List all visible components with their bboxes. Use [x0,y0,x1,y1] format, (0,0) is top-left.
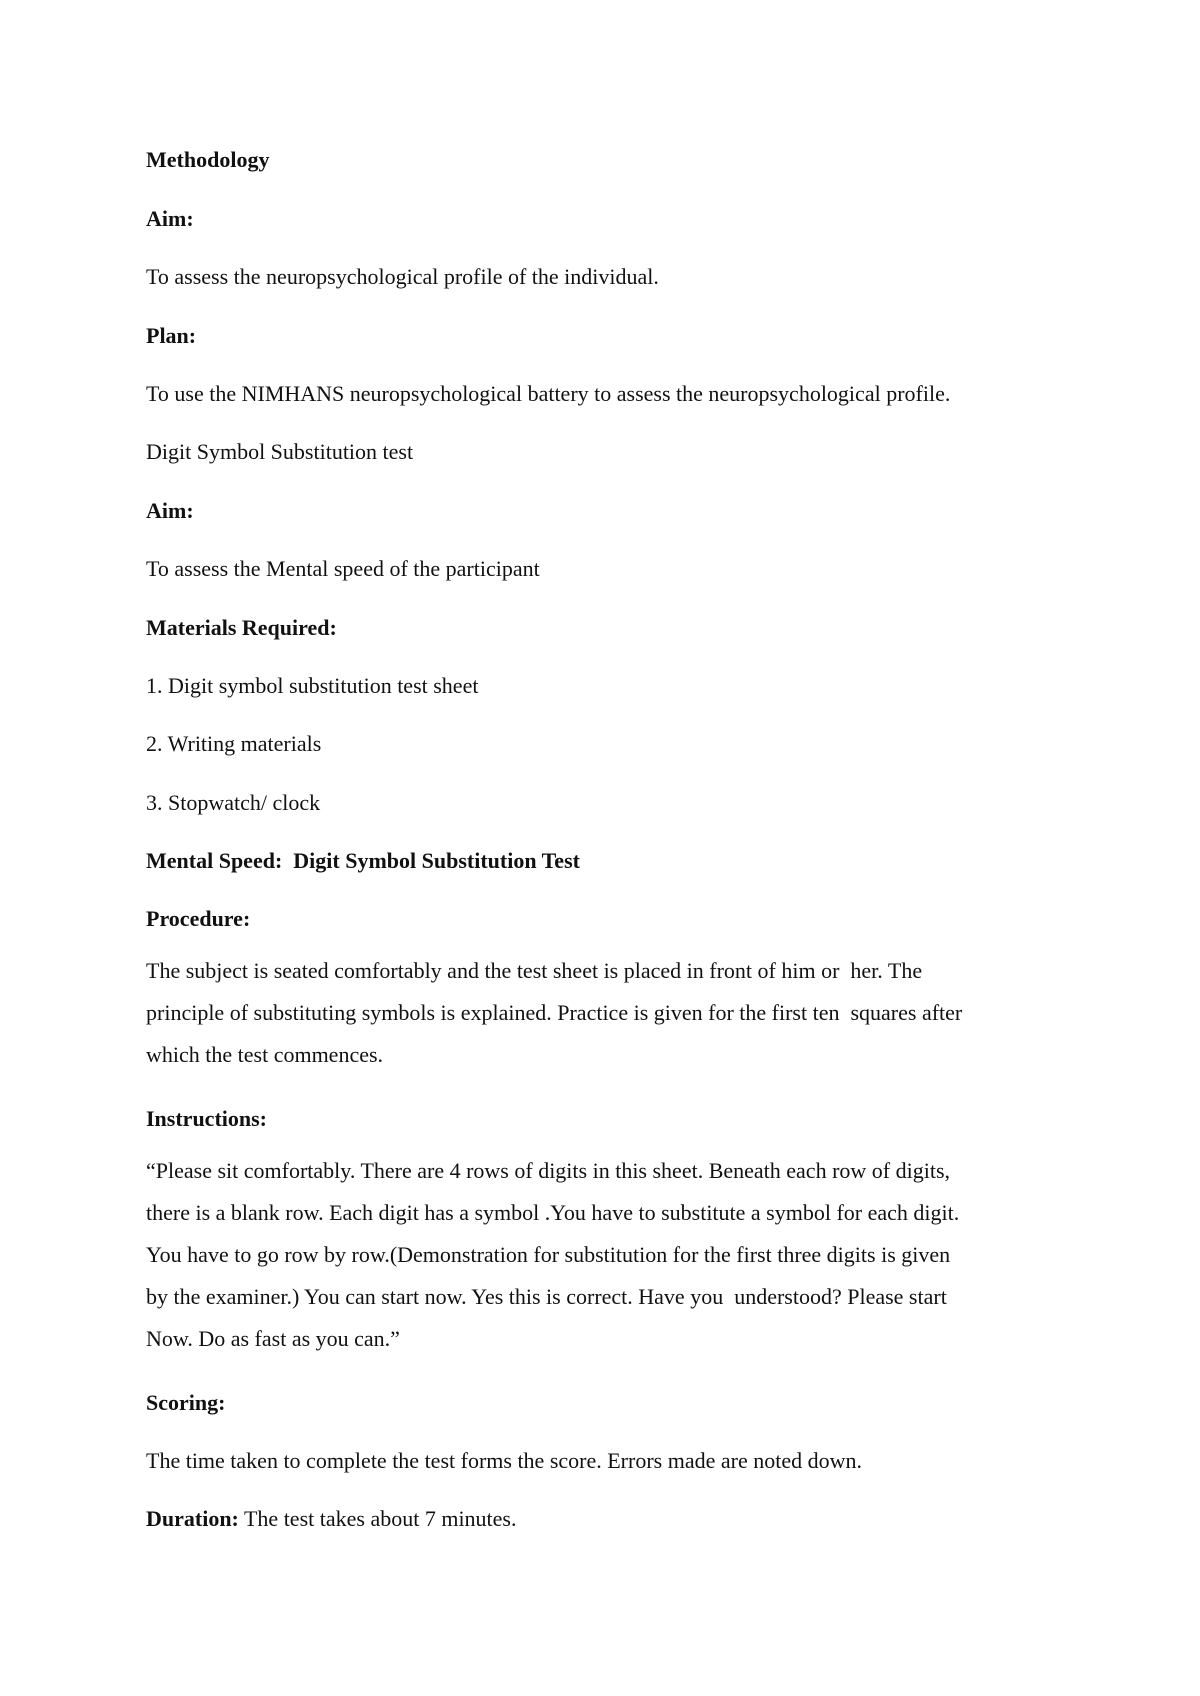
plan-label: Plan: [146,323,197,348]
duration-line [146,1506,517,1532]
materials-item: 1. Digit symbol substitution test sheet [146,673,479,698]
plan-text: To use the NIMHANS neuropsychological battery to assess the neuropsychological profile. [146,381,951,406]
procedure-label: Procedure: [146,906,251,931]
aim-text: To assess the neuropsychological profile of the individual. [146,264,659,289]
instructions-paragraph [146,1150,1066,1360]
duration-label: Duration: [146,1506,239,1531]
materials-item: 2. Writing materials [146,731,322,756]
methodology-heading: Methodology [146,147,270,172]
aim-text-2: To assess the Mental speed of the participant [146,556,540,581]
instructions-line: by the examiner.) You can start now. Yes this is correct. Have you understood? Please start [146,1284,947,1309]
aim-label-2: Aim: [146,498,194,523]
scoring-text: The time taken to complete the test forms the score. Errors made are noted down. [146,1448,862,1473]
test-name: Digit Symbol Substitution test [146,439,414,464]
instructions-line: “Please sit comfortably. There are 4 rows of digits in this sheet. Beneath each row of digits, [146,1158,951,1183]
procedure-line: The subject is seated comfortably and the test sheet is placed in front of him or her. The [146,958,923,983]
duration-text: The test takes about 7 minutes. [238,1506,517,1531]
materials-label: Materials Required: [146,615,337,640]
materials-item: 3. Stopwatch/ clock [146,790,321,815]
procedure-paragraph [146,950,1066,1076]
instructions-line: You have to go row by row.(Demonstration for substitution for the first three digits is given [146,1242,951,1267]
scoring-label: Scoring: [146,1390,226,1415]
instructions-line: Now. Do as fast as you can.” [146,1326,400,1351]
instructions-line: there is a blank row. Each digit has a symbol .You have to substitute a symbol for each digit. [146,1200,960,1225]
procedure-line: which the test commences. [146,1042,384,1067]
mental-speed-heading: Mental Speed: Digit Symbol Substitution Test [146,848,580,873]
aim-label: Aim: [146,206,194,231]
instructions-label: Instructions: [146,1106,268,1131]
procedure-line: principle of substituting symbols is explained. Practice is given for the first ten squares after [146,1000,963,1025]
